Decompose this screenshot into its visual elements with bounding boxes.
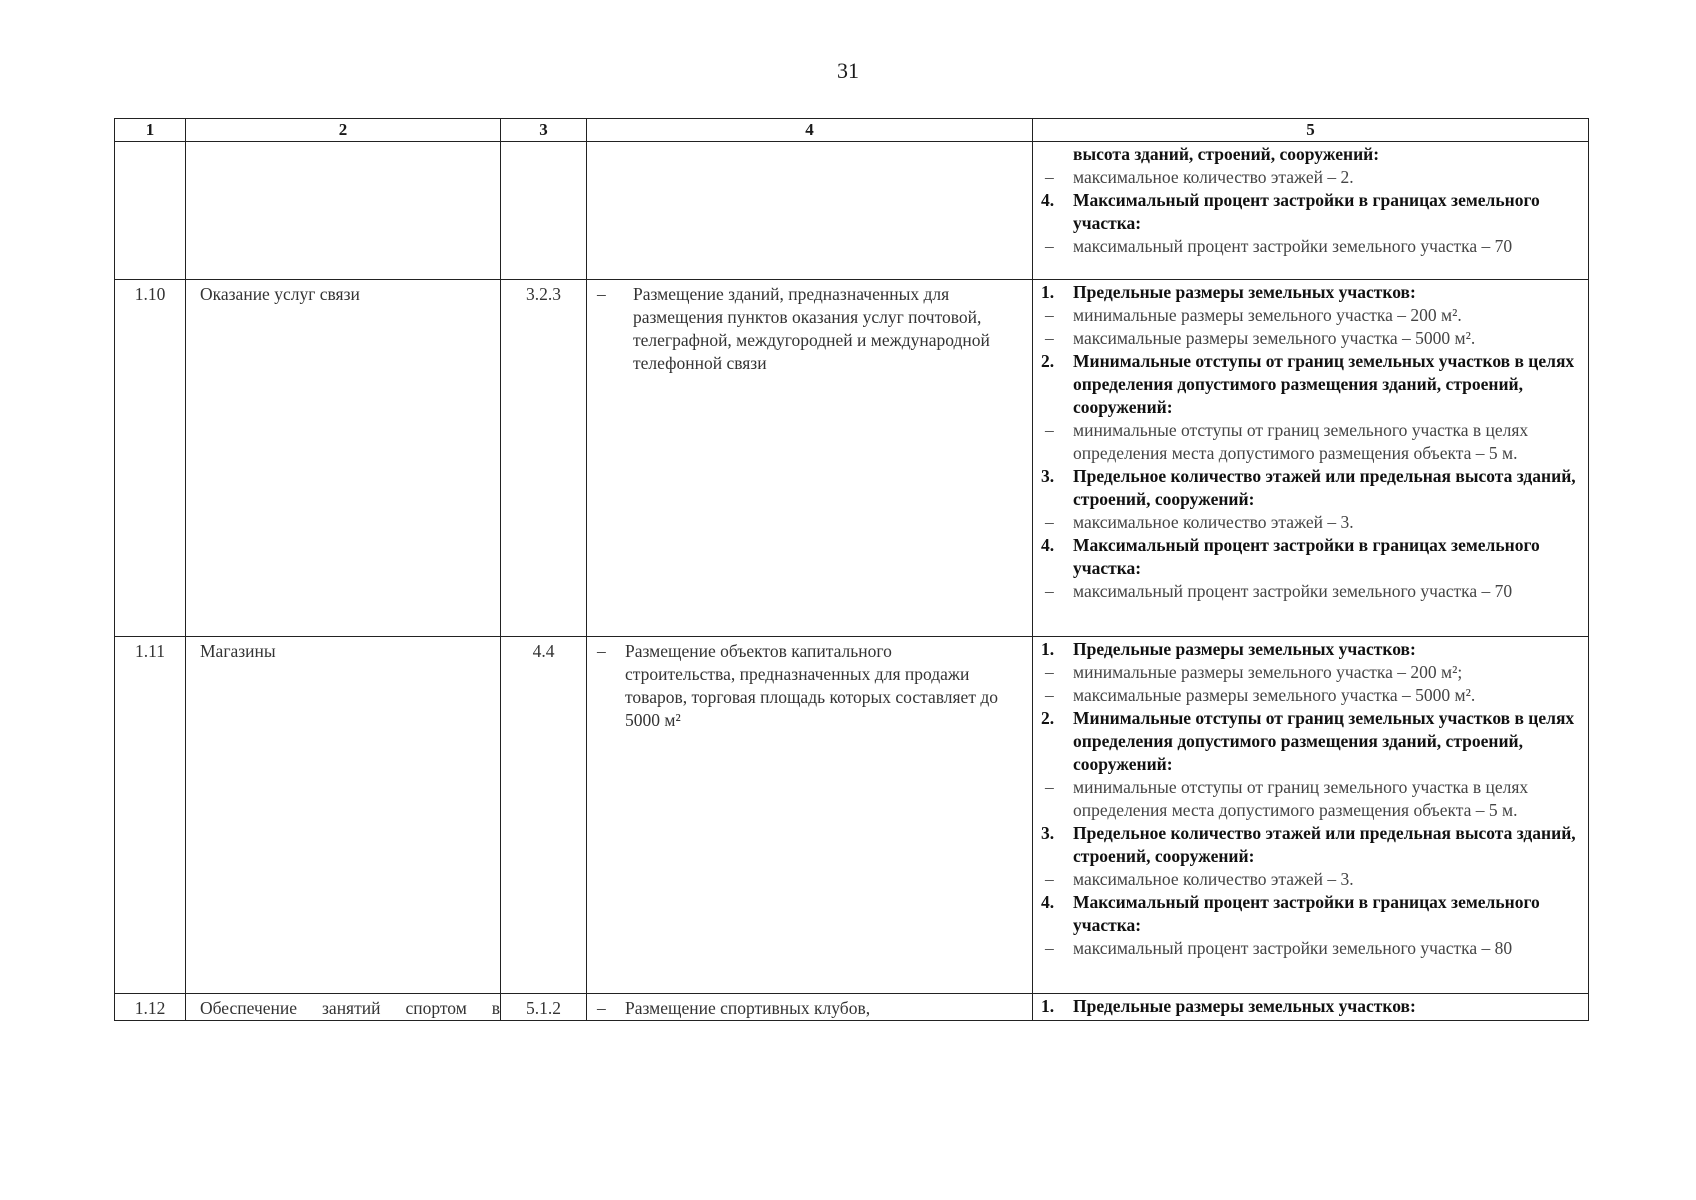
parameter-heading	[1041, 189, 1586, 235]
parameter-bullet	[1041, 937, 1586, 960]
parameter-bullet	[1041, 511, 1586, 534]
heading-text: Максимальный процент застройки в границах земельного участка:	[1073, 190, 1540, 233]
item-number: 2.	[1041, 351, 1055, 371]
bullet-text: минимальные размеры земельного участка – 200 м².	[1073, 305, 1462, 325]
table-row	[115, 280, 1589, 637]
land-use-description	[587, 142, 1033, 280]
bullet-text: минимальные отступы от границ земельного участка в целях определения места допустимого размещения объекта – 5 м.	[1073, 777, 1529, 820]
row-number: 1.10	[115, 280, 186, 637]
header-col-2: 2	[186, 119, 501, 142]
parameter-heading	[1041, 350, 1586, 419]
heading-text: Предельное количество этажей или предельная высота зданий, строений, сооружений:	[1073, 466, 1576, 509]
bullet-text: максимальный процент застройки земельного участка – 70	[1073, 236, 1513, 256]
dash-marker: –	[1045, 938, 1054, 958]
parameter-heading	[1041, 281, 1586, 304]
parameters-cell	[1033, 142, 1589, 280]
parameter-bullet	[1041, 868, 1586, 891]
parameter-heading	[1041, 534, 1586, 580]
parameter-heading	[1041, 465, 1586, 511]
bullet-text: максимальное количество этажей – 2.	[1073, 167, 1354, 187]
classifier-code: 4.4	[501, 637, 587, 994]
dash-marker: –	[1045, 167, 1054, 187]
parameter-bullet	[1041, 419, 1586, 465]
parameter-bullet	[1041, 776, 1586, 822]
classifier-code: 3.2.3	[501, 280, 587, 637]
row-number: 1.12	[115, 994, 186, 1021]
heading-text: Минимальные отступы от границ земельных участков в целях определения допустимого размещения зданий, строений, сооружений:	[1073, 351, 1575, 417]
land-use-description	[587, 637, 1033, 994]
description-item	[597, 997, 1006, 1020]
parameter-heading	[1041, 995, 1586, 1018]
bullet-text: максимальные размеры земельного участка – 5000 м².	[1073, 328, 1476, 348]
dash-marker: –	[597, 284, 606, 304]
dash-marker: –	[1045, 685, 1054, 705]
dash-marker: –	[1045, 869, 1054, 889]
classifier-code: 5.1.2	[501, 994, 587, 1021]
regulations-table	[114, 118, 1589, 1021]
dash-marker: –	[597, 998, 606, 1018]
description-text: Размещение зданий, предназначенных для размещения пунктов оказания услуг почтовой, телеграфной, междугородней и международной телефонной связи	[633, 284, 990, 373]
header-col-1: 1	[115, 119, 186, 142]
page-number: 31	[837, 58, 859, 83]
parameters-cell	[1033, 637, 1589, 994]
parameter-bullet	[1041, 684, 1586, 707]
dash-marker: –	[1045, 512, 1054, 532]
heading-text: Максимальный процент застройки в границах земельного участка:	[1073, 892, 1540, 935]
bullet-text: максимальное количество этажей – 3.	[1073, 512, 1354, 532]
heading-text: Предельные размеры земельных участков:	[1073, 996, 1416, 1016]
item-number: 2.	[1041, 708, 1055, 728]
dash-marker: –	[1045, 662, 1054, 682]
classifier-code	[501, 142, 587, 280]
item-number	[1041, 143, 1073, 166]
table-row	[115, 142, 1589, 280]
bullet-text: максимальные размеры земельного участка – 5000 м².	[1073, 685, 1476, 705]
header-col-4: 4	[587, 119, 1033, 142]
header-col-3: 3	[501, 119, 587, 142]
dash-marker: –	[597, 641, 606, 661]
dash-marker: –	[1045, 305, 1054, 325]
land-use-name: Оказание услуг связи	[186, 280, 501, 637]
bullet-text: максимальный процент застройки земельного участка – 80	[1073, 938, 1513, 958]
description-item	[597, 283, 1006, 375]
parameter-bullet	[1041, 235, 1586, 258]
table-header-row	[115, 119, 1589, 142]
table-row	[115, 637, 1589, 994]
parameter-heading	[1041, 707, 1586, 776]
bullet-text: максимальный процент застройки земельного участка – 70	[1073, 581, 1513, 601]
description-text: Размещение спортивных клубов,	[625, 998, 871, 1018]
heading-text: Минимальные отступы от границ земельных участков в целях определения допустимого размещения зданий, строений, сооружений:	[1073, 708, 1575, 774]
land-use-description	[587, 280, 1033, 637]
parameter-heading	[1041, 638, 1586, 661]
dash-marker: –	[1045, 420, 1054, 440]
land-use-name: Обеспечение занятий спортом в	[186, 994, 501, 1021]
bullet-text: минимальные размеры земельного участка – 200 м²;	[1073, 662, 1463, 682]
row-number: 1.11	[115, 637, 186, 994]
description-item	[597, 640, 1006, 732]
heading-text: Предельные размеры земельных участков:	[1073, 639, 1416, 659]
parameter-bullet	[1041, 166, 1586, 189]
heading-text: Предельное количество этажей или предельная высота зданий, строений, сооружений:	[1073, 823, 1576, 866]
item-number: 3.	[1041, 823, 1055, 843]
parameters-cell	[1033, 280, 1589, 637]
parameter-bullet	[1041, 661, 1586, 684]
item-number: 3.	[1041, 466, 1055, 486]
dash-marker: –	[1045, 236, 1054, 256]
bullet-text: максимальное количество этажей – 3.	[1073, 869, 1354, 889]
land-use-description	[587, 994, 1033, 1021]
parameter-heading	[1041, 891, 1586, 937]
dash-marker: –	[1045, 328, 1054, 348]
heading-text: Максимальный процент застройки в границах земельного участка:	[1073, 535, 1540, 578]
parameter-bullet	[1041, 580, 1586, 603]
item-number: 4.	[1041, 535, 1055, 555]
item-number: 4.	[1041, 892, 1055, 912]
table-row	[115, 994, 1589, 1021]
item-number: 1.	[1041, 282, 1055, 302]
row-number	[115, 142, 186, 280]
parameter-bullet	[1041, 327, 1586, 350]
heading-text: высота зданий, строений, сооружений:	[1073, 144, 1380, 164]
parameter-heading	[1041, 822, 1586, 868]
parameter-heading	[1041, 143, 1586, 166]
description-text: Размещение объектов капитального строительства, предназначенных для продажи товаров, торговая площадь которых составляет до 5000 м²	[625, 641, 999, 730]
item-number: 4.	[1041, 190, 1055, 210]
parameters-cell	[1033, 994, 1589, 1021]
heading-text: Предельные размеры земельных участков:	[1073, 282, 1416, 302]
item-number: 1.	[1041, 996, 1055, 1016]
bullet-text: минимальные отступы от границ земельного участка в целях определения места допустимого размещения объекта – 5 м.	[1073, 420, 1529, 463]
table-body	[115, 142, 1589, 1021]
header-col-5: 5	[1033, 119, 1589, 142]
dash-marker: –	[1045, 581, 1054, 601]
land-use-name	[186, 142, 501, 280]
dash-marker: –	[1045, 777, 1054, 797]
land-use-name: Магазины	[186, 637, 501, 994]
parameter-bullet	[1041, 304, 1586, 327]
item-number: 1.	[1041, 639, 1055, 659]
